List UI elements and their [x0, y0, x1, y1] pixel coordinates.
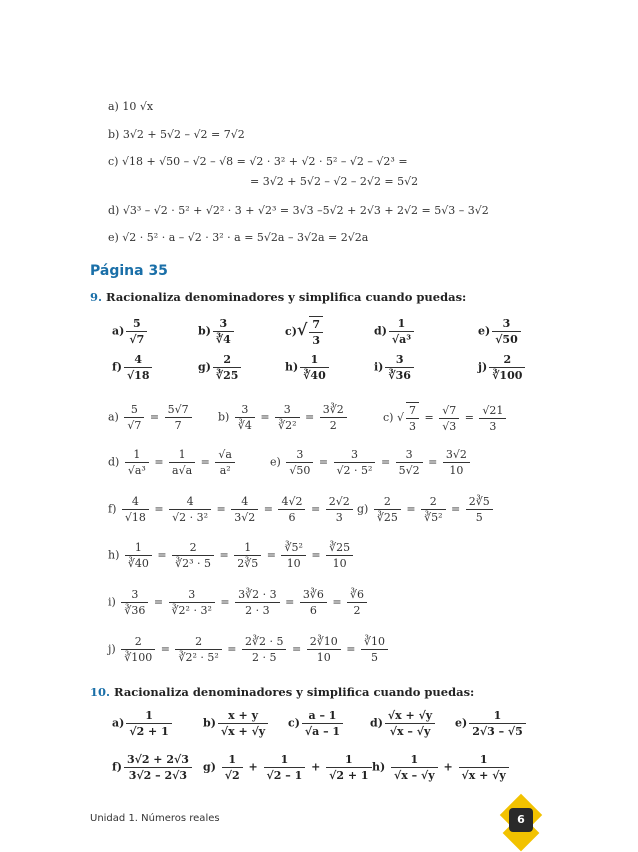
answer-c-line2: = 3√2 + 5√2 – √2 – 2√2 = 5√2 — [250, 175, 419, 188]
ex10-item-h: h) $\frac{1}{√x - √y}$ + $\frac{1}{√x + √y}$ — [372, 752, 511, 783]
answer-c-line1: c) √18 + √50 – √2 – √8 = √2 · 3² + √2 · 5² – √2 – √2³ = — [108, 155, 408, 168]
exercise-text: Racionaliza denominadores y simplifica cuando puedas: — [106, 290, 467, 304]
ex10-item-g: g) $\frac{1}{√2}$ + $\frac{1}{√2 - 1}$ + $\frac{1}{√2 + 1}$ — [203, 752, 374, 783]
ex9-item-d: d) $\frac{1}{\text{√a³}}$ — [374, 316, 416, 347]
ex9-item-j: j) $\frac{2}{∛100}$ — [478, 352, 527, 383]
page-number: 6 — [509, 808, 533, 832]
ex9-item-a: a) $\frac{5}{√7}$ — [112, 316, 149, 347]
exercise-10-heading — [90, 685, 474, 699]
ex9-solution-b: b) $\frac{3}{∛4}$ = $\frac{3}{\text{∛2²}}$ = $\frac{3∛2}{2}$ — [218, 402, 349, 433]
exercise-number: 10. — [90, 685, 111, 699]
ex9-item-b: b) $\frac{3}{∛4}$ — [198, 316, 236, 347]
ex9-solution-i: i) $\frac{3}{∛36}$ = $\frac{3}{\text{∛2² · 3²}}$ = $\frac{3∛2 \cdot 3}{2 \cdot 3}$ = $\frac{3∛6}{6}$ = $\frac{∛6}{2}$ — [108, 587, 369, 618]
ex9-item-e: e) $\frac{3}{√50}$ — [478, 316, 523, 347]
ex9-item-f: f) $\frac{4}{√18}$ — [112, 352, 154, 383]
ex9-solution-d: d) $\frac{1}{\text{√a³}}$ = $\frac{1}{a√a}$ = $\frac{√a}{\text{a²}}$ — [108, 447, 237, 478]
ex9-solution-g: g) $\frac{2}{∛25}$ = $\frac{2}{\text{∛5²}}$ = $\frac{2∛5}{5}$ — [357, 494, 495, 525]
ex10-item-e: e) $\frac{1}{2√3 - √5}$ — [455, 708, 528, 739]
ex9-solution-f: f) $\frac{4}{√18}$ = $\frac{4}{\text{√2 · 3²}}$ = $\frac{4}{3√2}$ = $\frac{4√2}{6}$ = $\frac{2√2}{3}$ — [108, 494, 355, 525]
exercise-number: 9. — [90, 290, 103, 304]
ex9-item-c: c)√ $\frac{7}{3}$ — [285, 316, 325, 348]
ex9-item-g: g) $\frac{2}{∛25}$ — [198, 352, 243, 383]
exercise-text: Racionaliza denominadores y simplifica cuando puedas: — [114, 685, 475, 699]
ex9-solution-j: j) $\frac{2}{∛100}$ = $\frac{2}{\text{∛2² · 5²}}$ = $\frac{2∛2 \cdot 5}{2 \cdot 5}$ = $\frac{2∛10}{10}$ = $\frac{∛10}{5}$ — [108, 634, 390, 665]
ex9-solution-a: a) $\frac{5}{√7}$ = $\frac{5√7}{7}$ — [108, 402, 194, 433]
ex9-solution-h: h) $\frac{1}{∛40}$ = $\frac{2}{\text{∛2³ · 5}}$ = $\frac{1}{2∛5}$ = $\frac{\text{∛5²}}{10}$ = $\frac{∛25}{10}$ — [108, 540, 355, 571]
answer-a: a) 10 √x — [108, 100, 154, 113]
answer-d: d) √3³ – √2 · 5² + √2² · 3 + √2³ = 3√3 –5√2 + 2√3 + 2√2 = 5√3 – 3√2 — [108, 204, 489, 217]
ex9-item-i: i) $\frac{3}{∛36}$ — [374, 352, 416, 383]
ex10-item-d: d) $\frac{√x + √y}{√x - √y}$ — [370, 708, 437, 739]
answer-e: e) √2 · 5² · a – √2 · 3² · a = 5√2a – 3√2a = 2√2a — [108, 231, 369, 244]
footer-unit-title: Unidad 1. Números reales — [90, 813, 220, 824]
ex10-item-f: f) $\frac{3√2 + 2√3}{3√2 - 2√3}$ — [112, 752, 194, 783]
ex10-item-c: c) $\frac{a - 1}{√a - 1}$ — [288, 708, 345, 739]
ex9-item-h: h) $\frac{1}{∛40}$ — [285, 352, 331, 383]
answer-b: b) 3√2 + 5√2 – √2 = 7√2 — [108, 128, 245, 141]
ex9-solution-c: c) √ $\frac{7}{3}$ = $\frac{√7}{√3}$ = $\frac{√21}{3}$ — [383, 402, 508, 434]
ex10-item-a: a) $\frac{1}{√2 + 1}$ — [112, 708, 174, 739]
ex9-solution-e: e) $\frac{3}{√50}$ = $\frac{3}{\text{√2 · 5²}}$ = $\frac{3}{5√2}$ = $\frac{3√2}{10}$ — [270, 447, 472, 478]
section-title: Página 35 — [90, 263, 168, 279]
ex10-item-b: b) $\frac{x + y}{√x + √y}$ — [203, 708, 270, 739]
exercise-9-heading — [90, 290, 466, 304]
